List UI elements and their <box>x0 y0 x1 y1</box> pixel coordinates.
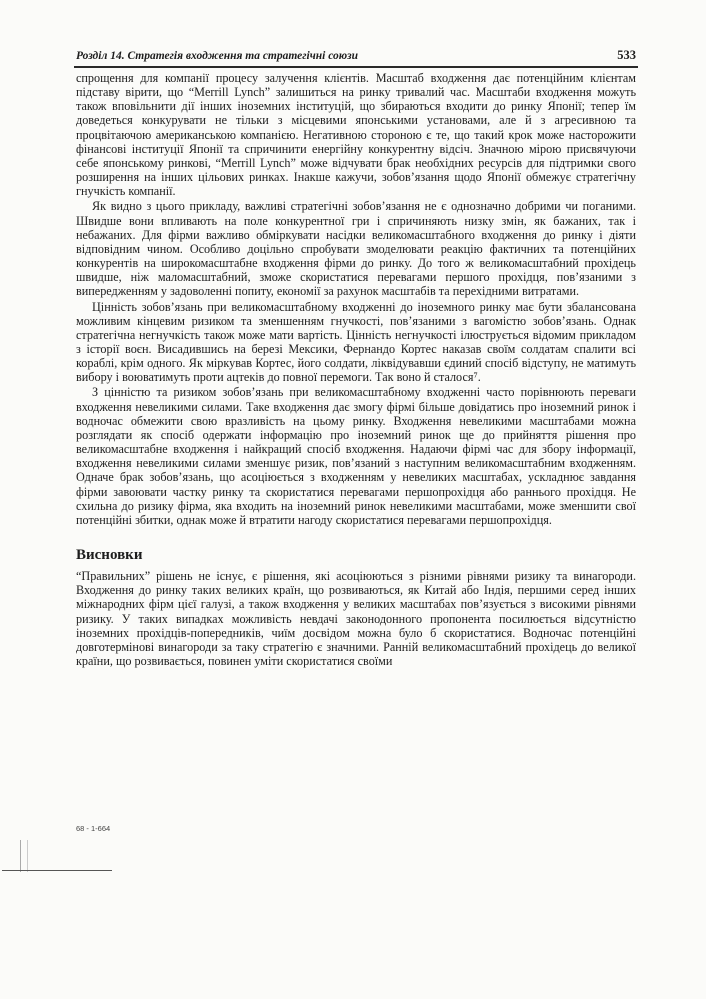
scan-edge-line <box>2 870 112 871</box>
body-paragraph: Цінність зобов’язань при великомасштабному входженні до іноземного ринку має бути збалансована можливим кінцевим ризиком та зменшенням гнучкості, пов’язаними з вагомістю зобов’язань. Однак стратегічна негнучкість також може мати вартість. Цінність негнучкості ілюструється відомим прикладом з історії воєн. Висадившись на березі Мексики, Фернандо Кортес наказав своїм солдатам спалити всі кораблі, крім одного. Як міркував Кортес, його солдати, ліквідувавши єдиний спосіб відступу, не матимуть вибору і воюватимуть проти ацтеків до повної перемоги. Так воно й сталося⁷. <box>76 299 636 385</box>
running-header <box>76 48 636 63</box>
page-body <box>76 71 636 668</box>
body-paragraph: спрощення для компанії процесу залучення клієнтів. Масштаб входження дає потенційним клієнтам підставу вірити, що “Merrill Lynch” залишиться на ринку тривалий час. Масштаби входження можуть також вповільнити дії інших іноземних інституцій, що збираються входити до ринку Японії; тепер їм доведеться конкурувати не тільки з місцевими японськими установами, але й з агресивною та процвітаючою американською компанією. Негативною стороною є те, що такий крок може насторожити фінансові інституції Японії та спричинити енергійну конкурентну відсіч. Значною мірою присвячуючи себе японському ринкові, “Merrill Lynch” може відчувати брак необхідних ресурсів для підтримки свого розширення на інших цільових ринках. Інакше кажучи, зобов’язання щодо Японії обмежує стратегічну гнучкість компанії. <box>76 71 636 199</box>
page-number: 533 <box>617 48 636 62</box>
section-heading: Висновки <box>76 547 143 563</box>
header-rule <box>74 66 638 68</box>
body-paragraph: З цінністю та ризиком зобов’язань при великомасштабному входженні часто порівнюють переваги входження невеликими силами. Таке входження дає змогу фірмі більше довідатись про іноземний ринок і водночас обмежити свою вразливість на цьому ринку. Входження невеликими масштабами можна розглядати як спосіб одержати інформацію про іноземний ринок ще до прийняття рішення про великомасштабне входження і найкращий спосіб входження. Надаючи фірмі час для збору інформації, входження невеликими силами зменшує ризик, пов’язаний з наступним великомасштабним входженням. Одначе брак зобов’язань, що асоціюється з входженням у невеликих масштабах, ускладнює завдання фірми завоювати частку ринку та скористатися перевагами першопрохідця або раннього прохідця. Не схильна до ризику фірма, яка входить на іноземний ринок невеликими масштабами, може зменшити свої потенційні збитки, однак може й втратити нагоду скористатися перевагами першопрохідця. <box>76 385 636 527</box>
scan-margin-mark <box>20 840 28 872</box>
body-paragraph: Як видно з цього прикладу, важливі стратегічні зобов’язання не є однозначно добрими чи поганими. Швидше вони впливають на поле конкурентної гри і спричиняють низку змін, як бажаних, так і небажаних. Для фірми важливо обміркувати насідки великомасштабного входження до ринку і діяти відповідним чином. Особливо доцільно спробувати змоделювати реакцію фактичних та потенційних конкурентів на широкомасштабне входження фірми до ринку. До того ж великомасштабний прохідець швидше, ніж маломасштабний, зможе скористатися перевагами першого прохідця, пов’язаними з випередженням у задоволенні попиту, економії за рахунок масштабів та перехідними витратами. <box>76 199 636 299</box>
section-paragraph: “Правильних” рішень не існує, є рішення, які асоціюються з різними рівнями ризику та винагороди. Входження до ринку таких великих країн, що розвиваються, як Китай або Індія, першими серед інших міжнародних фірм цієї галузі, а також входження у великих масштабах пов’язується з високими рівнями ризику. У таких випадках можливість невдачі законодонного пропонента посилюється відсутністю іноземних прохідців-попередників, чиїм досвідом можна було б скористатися. Водночас потенційні довготермінові винагороди за таку стратегію є значними. Ранній великомасштабний прохідець до великої країни, що розвивається, повинен уміти скористатися своїми <box>76 569 636 669</box>
chapter-title: Розділ 14. Стратегія входження та стратегічні союзи <box>76 50 359 62</box>
print-code: 68 - 1-664 <box>76 824 111 833</box>
